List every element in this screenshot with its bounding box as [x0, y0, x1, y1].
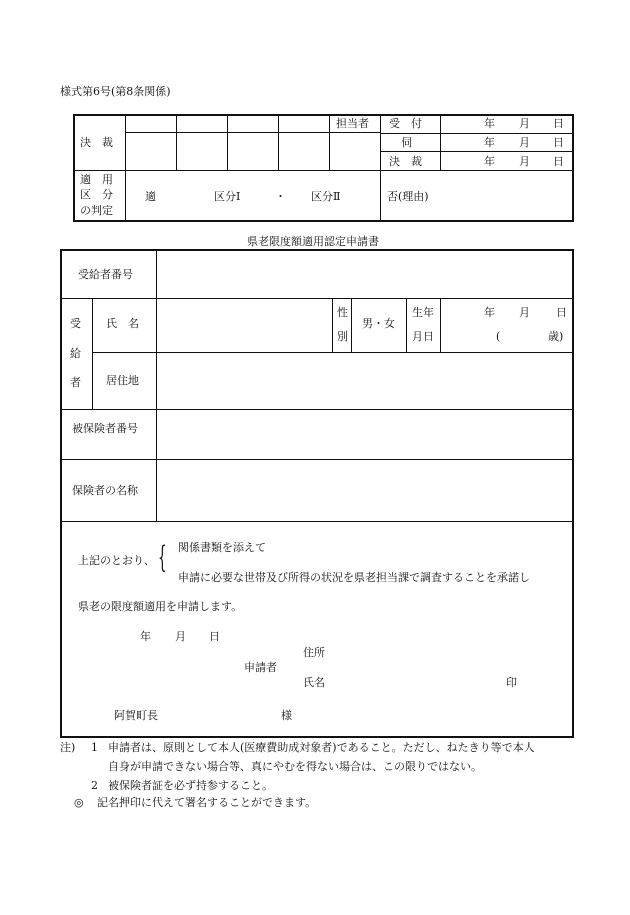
decision-year: 年: [484, 155, 495, 168]
name-label: 氏 名: [106, 317, 139, 330]
decision-label: 決 裁: [80, 136, 113, 149]
recipient-label-char2: 給: [70, 347, 81, 360]
note-1-line1: 申請者は、原則として本人(医療費助成対象者)であること。ただし、ねたきり等で本人: [108, 741, 535, 754]
note-3-mark: ◎: [74, 796, 84, 809]
applicant-label: 申請者: [244, 661, 277, 674]
birth-month: 月: [519, 306, 530, 319]
received-year: 年: [484, 117, 495, 130]
inquiry-day: 日: [553, 136, 564, 149]
inquiry-year: 年: [484, 136, 495, 149]
statement-brace: {: [158, 540, 167, 575]
note-2-number: 2: [91, 779, 98, 792]
category-class1: 区分Ⅰ: [214, 190, 241, 203]
address-label: 居住地: [106, 374, 139, 387]
note-1-line2: 自身が申請できない場合等、真にやむを得ない場合は、この限りではない。: [108, 760, 482, 773]
decision-day: 日: [553, 155, 564, 168]
category-label-line3: の判定: [80, 204, 113, 217]
sex-options[interactable]: 男・女: [362, 317, 395, 330]
honorific: 様: [281, 709, 292, 722]
received-month: 月: [519, 117, 530, 130]
name-field-label: 氏名: [303, 676, 325, 689]
category-class2: 区分Ⅱ: [311, 190, 341, 203]
category-denied: 否(理由): [387, 190, 429, 203]
address-field-label: 住所: [303, 646, 325, 659]
received-label: 受 付: [389, 117, 422, 130]
birth-label-line1: 生年: [412, 306, 434, 319]
age-open: (: [496, 330, 501, 343]
birth-day: 日: [556, 306, 567, 319]
age-close: 歳): [548, 330, 564, 343]
decision-month: 月: [519, 155, 530, 168]
received-day: 日: [553, 117, 564, 130]
insured-number-label: 被保険者番号: [72, 422, 138, 435]
category-label-line1: 適 用: [80, 173, 113, 186]
statement-option-2: 申請に必要な世帯及び所得の状況を県老担当課で調査することを承諾し: [178, 571, 530, 584]
category-applicable: 適: [145, 190, 156, 203]
note-3-text: 記名押印に代えて署名することができます。: [97, 796, 317, 809]
category-dot: ・: [275, 190, 286, 203]
seal-mark: 印: [506, 676, 517, 689]
form-title: 県老限度額適用認定申請書: [247, 235, 379, 248]
insurer-name-label: 保険者の名称: [72, 484, 138, 497]
recipient-label-char1: 受: [70, 317, 81, 330]
birth-label-line2: 月日: [412, 330, 434, 343]
notes-prefix: 注): [60, 741, 76, 754]
inquiry-month: 月: [519, 136, 530, 149]
application-year: 年: [140, 630, 151, 643]
statement-end: 県老の限度額適用を申請します。: [78, 600, 243, 613]
staff-label: 担当者: [336, 117, 369, 130]
note-1-number: 1: [91, 741, 98, 754]
application-month: 月: [175, 630, 186, 643]
sex-label-char1: 性: [337, 306, 348, 319]
form-number: 様式第6号(第8条関係): [60, 85, 171, 98]
recipient-number-label: 受給者番号: [78, 268, 133, 281]
inquiry-label: 伺: [401, 136, 412, 149]
sex-label-char2: 別: [337, 330, 348, 343]
decision2-label: 決 裁: [389, 155, 422, 168]
category-label-line2: 区 分: [80, 188, 113, 201]
application-day: 日: [209, 630, 220, 643]
birth-year: 年: [484, 306, 495, 319]
note-2-text: 被保険者証を必ず持参すること。: [108, 779, 273, 792]
statement-prefix: 上記のとおり、: [78, 554, 155, 567]
statement-option-1: 関係書類を添えて: [178, 541, 266, 554]
addressee: 阿賀町長: [114, 709, 158, 722]
recipient-label-char3: 者: [70, 376, 81, 389]
